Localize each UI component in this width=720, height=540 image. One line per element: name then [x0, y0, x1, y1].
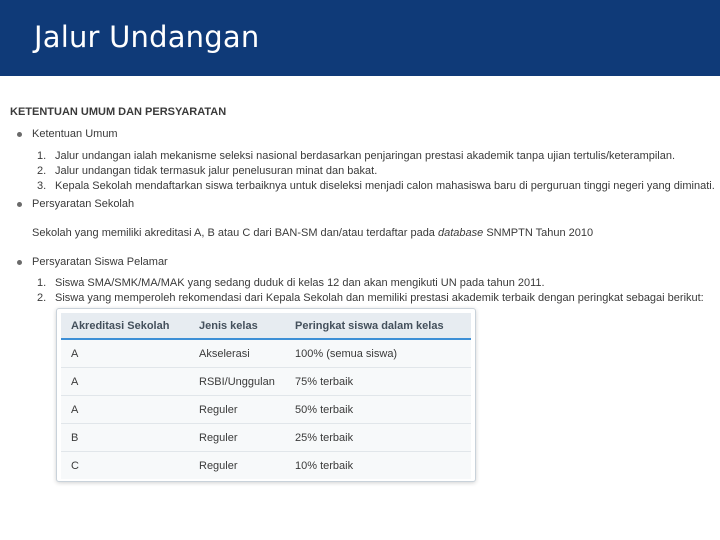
table-cell: 50% terbaik — [285, 396, 471, 424]
table-cell: A — [61, 396, 189, 424]
bullet-dot — [17, 132, 22, 137]
table-header-row — [61, 313, 471, 339]
sekolah-text-before: Sekolah yang memiliki akreditasi A, B atau C dari BAN-SM dan/atau terdaftar pada — [32, 227, 438, 239]
slide-header — [0, 0, 720, 76]
table-cell: B — [61, 424, 189, 452]
ranking-table — [61, 313, 471, 479]
list-item-number: 1. — [37, 277, 47, 289]
sekolah-text-after: SNMPTN Tahun 2010 — [483, 227, 594, 239]
table-cell: 25% terbaik — [285, 424, 471, 452]
list-item-number: 2. — [37, 292, 47, 304]
table-cell: RSBI/Unggulan — [189, 368, 285, 396]
table-row — [61, 368, 471, 396]
table-cell: 100% (semua siswa) — [285, 339, 471, 368]
bullet-label-persyaratan-siswa: Persyaratan Siswa Pelamar — [32, 256, 168, 268]
table-cell: Reguler — [189, 424, 285, 452]
list-item-number: 2. — [37, 165, 47, 177]
table-cell: 10% terbaik — [285, 452, 471, 480]
bullet-label-persyaratan-sekolah: Persyaratan Sekolah — [32, 198, 135, 210]
ranking-table-container — [56, 308, 476, 482]
list-item-text: Siswa yang memperoleh rekomendasi dari Kepala Sekolah dan memiliki prestasi akademik terbaik dengan peringkat sebagai berikut: — [55, 292, 704, 304]
table-cell: Reguler — [189, 452, 285, 480]
bullet-dot — [17, 202, 22, 207]
list-item-text: Jalur undangan tidak termasuk jalur penelusuran minat dan bakat. — [55, 165, 378, 177]
slide-title: Jalur Undangan — [34, 20, 260, 54]
section-heading: KETENTUAN UMUM DAN PERSYARATAN — [10, 106, 227, 118]
list-item-text: Jalur undangan ialah mekanisme seleksi nasional berdasarkan penjaringan prestasi akademik tanpa ujian tertulis/keterampilan. — [55, 150, 676, 162]
list-item-number: 1. — [37, 150, 47, 162]
table-row — [61, 396, 471, 424]
table-cell: A — [61, 368, 189, 396]
table-cell: Reguler — [189, 396, 285, 424]
column-header-jenis-kelas: Jenis kelas — [189, 313, 285, 339]
table-cell: C — [61, 452, 189, 480]
sekolah-text-italic: database — [438, 227, 484, 239]
table-row — [61, 339, 471, 368]
table-cell: Akselerasi — [189, 339, 285, 368]
column-header-peringkat: Peringkat siswa dalam kelas — [285, 313, 471, 339]
list-item-number: 3. — [37, 180, 47, 192]
column-header-akreditasi: Akreditasi Sekolah — [61, 313, 189, 339]
list-item-text: Siswa SMA/SMK/MA/MAK yang sedang duduk di kelas 12 dan akan mengikuti UN pada tahun 2011. — [55, 277, 545, 289]
sekolah-requirement-text — [32, 227, 593, 239]
table-cell: 75% terbaik — [285, 368, 471, 396]
bullet-label-ketentuan-umum: Ketentuan Umum — [32, 128, 118, 140]
table-row — [61, 452, 471, 480]
bullet-dot — [17, 260, 22, 265]
table-row — [61, 424, 471, 452]
list-item-text: Kepala Sekolah mendaftarkan siswa terbaiknya untuk diseleksi menjadi calon mahasiswa baru di perguruan tinggi negeri yang diminati. — [55, 180, 715, 192]
table-cell: A — [61, 339, 189, 368]
slide-content — [0, 76, 720, 540]
